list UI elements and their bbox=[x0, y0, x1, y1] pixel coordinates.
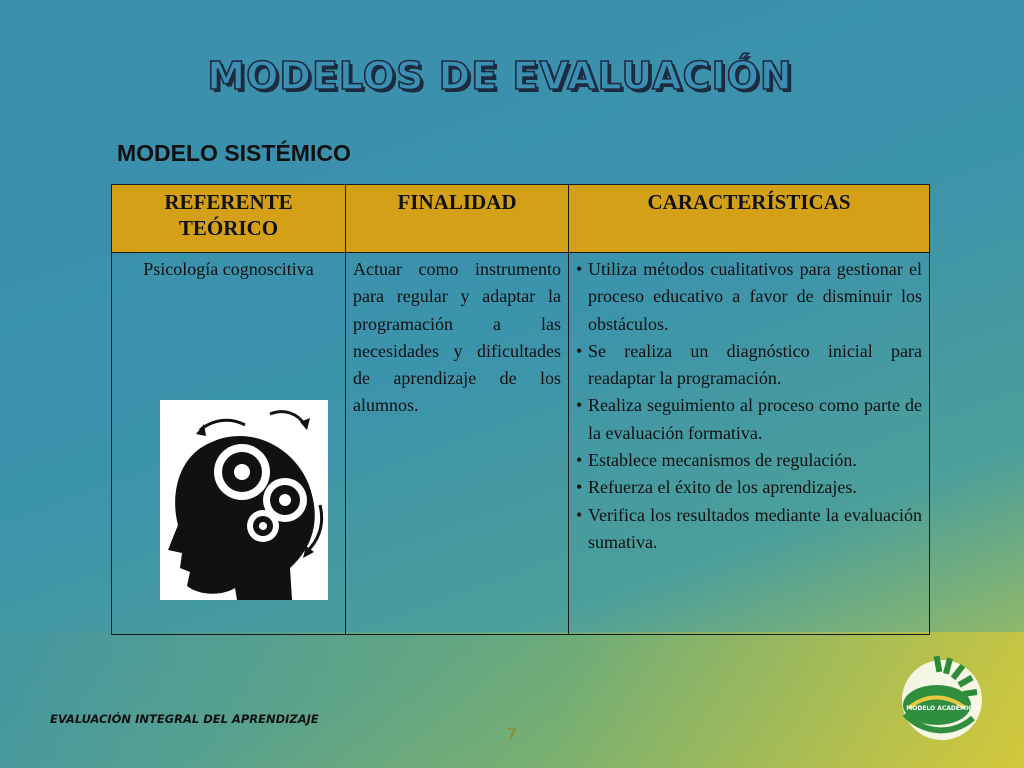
footer-course-label: EVALUACIÓN INTEGRAL DEL APRENDIZAJE bbox=[50, 712, 319, 726]
list-item: • Utiliza métodos cualitativos para gestionar el proceso educativo a favor de disminuir los obstáculos. bbox=[576, 256, 922, 338]
logo-text: MODELO ACADÉMICO bbox=[906, 705, 978, 712]
list-item: • Se realiza un diagnóstico inicial para readaptar la programación. bbox=[576, 338, 922, 393]
caracteristicas-list bbox=[576, 256, 922, 556]
list-item: • Refuerza el éxito de los aprendizajes. bbox=[576, 474, 922, 501]
header-caracteristicas: CARACTERÍSTICAS bbox=[569, 185, 930, 253]
referente-text: Psicología cognoscitiva bbox=[143, 259, 314, 279]
slide-title: MODELOS DE EVALUACIÓN bbox=[207, 54, 793, 98]
modelo-academico-logo bbox=[895, 650, 990, 745]
list-item: • Establece mecanismos de regulación. bbox=[576, 447, 922, 474]
page-number: 7 bbox=[506, 724, 518, 743]
header-finalidad: FINALIDAD bbox=[346, 185, 569, 253]
model-table bbox=[111, 184, 930, 635]
head-with-gears-icon bbox=[160, 400, 328, 600]
header-referente-teorico: REFERENTE TEÓRICO bbox=[112, 185, 346, 253]
list-item: • Verifica los resultados mediante la evaluación sumativa. bbox=[576, 502, 922, 557]
table-row bbox=[112, 253, 930, 635]
slide-subtitle: MODELO SISTÉMICO bbox=[117, 140, 351, 166]
table-header-row bbox=[112, 185, 930, 253]
background-bottom-band bbox=[0, 632, 1024, 768]
cell-caracteristicas bbox=[569, 253, 930, 635]
cell-finalidad: Actuar como instrumento para regular y adaptar la programación a las necesidades y dificultades de aprendizaje de los alumnos. bbox=[346, 253, 569, 635]
list-item: • Realiza seguimiento al proceso como parte de la evaluación formativa. bbox=[576, 392, 922, 447]
cell-referente bbox=[112, 253, 346, 635]
